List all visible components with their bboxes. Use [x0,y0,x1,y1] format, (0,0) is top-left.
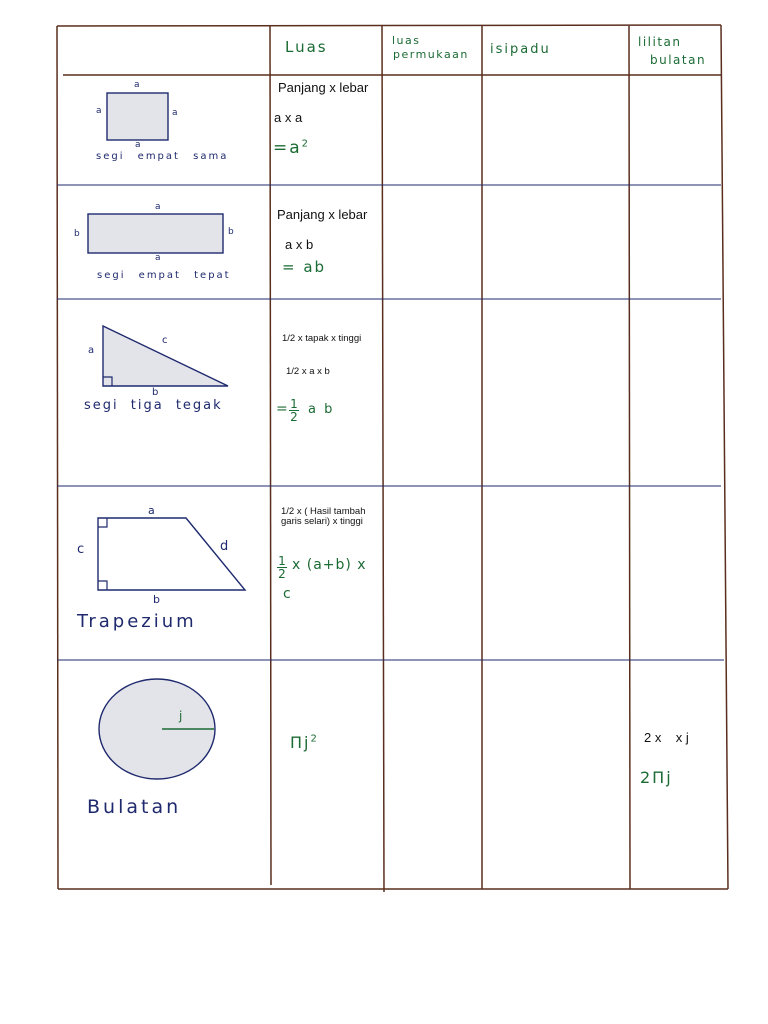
trapezium-label-d: d [220,539,231,554]
column-divider [270,26,271,885]
circle-luas-answer-base: Πj [290,733,311,752]
rectangle-shape [88,214,223,253]
trapezium-luas-answer-line2: c [283,586,293,602]
rectangle-label-right: b [228,227,236,237]
trapezium-luas-formula-line1: 1/2 x ( Hasil tambah [281,506,366,517]
header-lilitan-line1: lilitan [638,35,682,49]
triangle-luas-answer-rest: a b [308,402,335,417]
square-shape-name: segi empat sama [96,151,229,162]
circle-lilitan-formula: 2 x x j [644,730,689,745]
square-label-bottom: a [135,140,143,150]
right-angle-marker [98,581,107,590]
circle-luas-answer [290,733,319,752]
rectangle-luas-sub: a x b [285,237,314,252]
header-lilitan-line2: bulatan [650,53,707,67]
square-label-left: a [96,106,104,116]
trapezium-shape-name: Trapezium [77,611,197,632]
trapezium-label-a: a [148,504,157,517]
header-luas-permukaan-line1: luas [392,34,421,47]
rectangle-luas-formula: Panjang x lebar [277,207,368,222]
table-left-border [57,26,58,889]
triangle-label-c: c [162,335,170,346]
column-divider [629,26,630,889]
header-luas-permukaan-line2: permukaan [393,48,469,61]
square-luas-formula: Panjang x lebar [278,80,369,95]
fraction-denominator: 2 [278,567,286,581]
header-luas: Luas [285,38,328,56]
trapezium-luas-formula-line2: garis selari) x tinggi [281,516,363,527]
square-label-right: a [172,108,180,118]
rectangle-label-bottom: a [155,253,163,263]
triangle-label-b: b [152,387,161,398]
fraction-numerator: 1 [290,397,298,411]
right-angle-marker [98,518,107,527]
square-label-top: a [134,80,142,90]
circle-shape-name: Bulatan [87,796,182,818]
square-luas-answer-exponent: 2 [301,138,311,150]
table-right-border [721,25,728,889]
fraction-denominator: 2 [290,410,298,424]
triangle-luas-formula: 1/2 x tapak x tinggi [282,333,362,344]
circle-radius-label: j [179,709,185,723]
triangle-shape-name: segi tiga tegak [84,398,223,413]
column-divider [382,26,384,892]
circle-lilitan-answer: 2Πj [640,768,673,787]
rectangle-label-top: a [155,202,163,212]
triangle-luas-answer-prefix: = [276,401,290,417]
triangle-luas-answer-fraction [289,398,299,423]
triangle-luas-sub: 1/2 x a x b [286,366,330,377]
square-shape [107,93,168,140]
trapezium-luas-answer-fraction [277,555,287,580]
circle-luas-answer-exponent: 2 [310,733,319,745]
trapezium-label-c: c [77,542,87,557]
trapezium-shape [98,518,245,590]
square-luas-sub: a x a [274,110,303,125]
square-luas-answer-base: =a [273,138,302,158]
trapezium-luas-answer-rest: x (a+b) x [292,557,367,573]
header-isipadu: isipadu [490,42,551,57]
fraction-numerator: 1 [278,554,286,568]
rectangle-shape-name: segi empat tepat [97,270,231,281]
rectangle-label-left: b [74,229,82,239]
rectangle-luas-answer: = ab [282,258,327,276]
table-top-border [57,25,721,26]
trapezium-label-b: b [153,593,162,606]
triangle-label-a: a [88,345,97,356]
square-luas-answer [273,138,310,158]
